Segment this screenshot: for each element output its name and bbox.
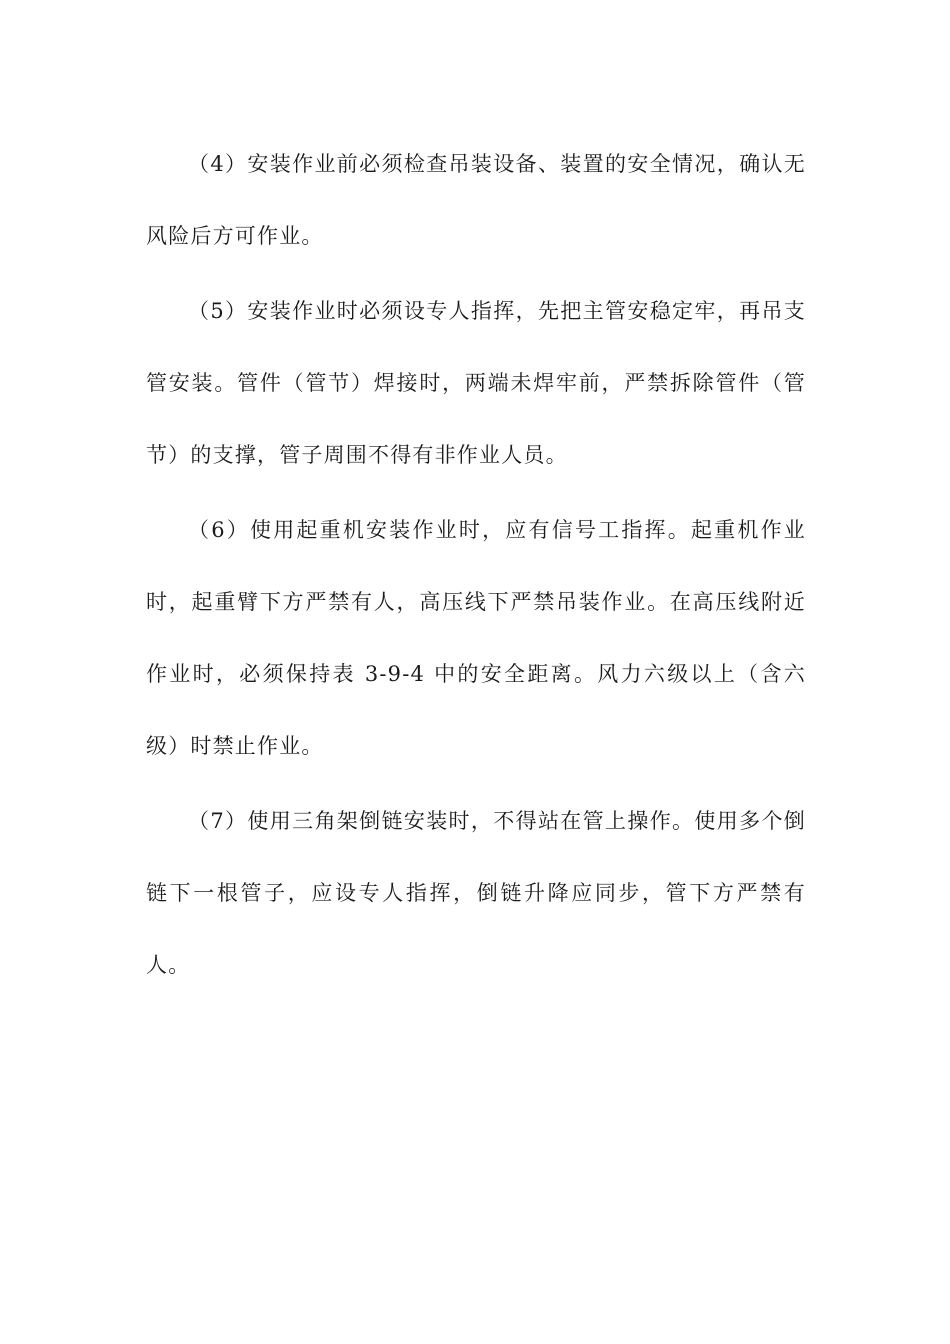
paragraph-item-7: （7）使用三角架倒链安装时，不得站在管上操作。使用多个倒链下一根管子，应设专人指挥，倒链升降应同步，管下方严禁有人。 bbox=[146, 809, 806, 977]
paragraph-item-5: （5）安装作业时必须设专人指挥，先把主管安稳定牢，再吊支管安装。管件（管节）焊接时，两端未焊牢前，严禁拆除管件（管节）的支撑，管子周围不得有非作业人员。 bbox=[146, 299, 806, 467]
paragraph-item-4: （4）安装作业前必须检查吊装设备、装置的安全情况，确认无风险后方可作业。 bbox=[146, 152, 806, 248]
paragraph-item-6: （6）使用起重机安装作业时，应有信号工指挥。起重机作业时，起重臂下方严禁有人，高压线下严禁吊装作业。在高压线附近作业时，必须保持表 3-9-4 中的安全距离。风力六级以上（含六级）时禁止作业。 bbox=[146, 518, 806, 758]
document-body bbox=[146, 128, 806, 1001]
